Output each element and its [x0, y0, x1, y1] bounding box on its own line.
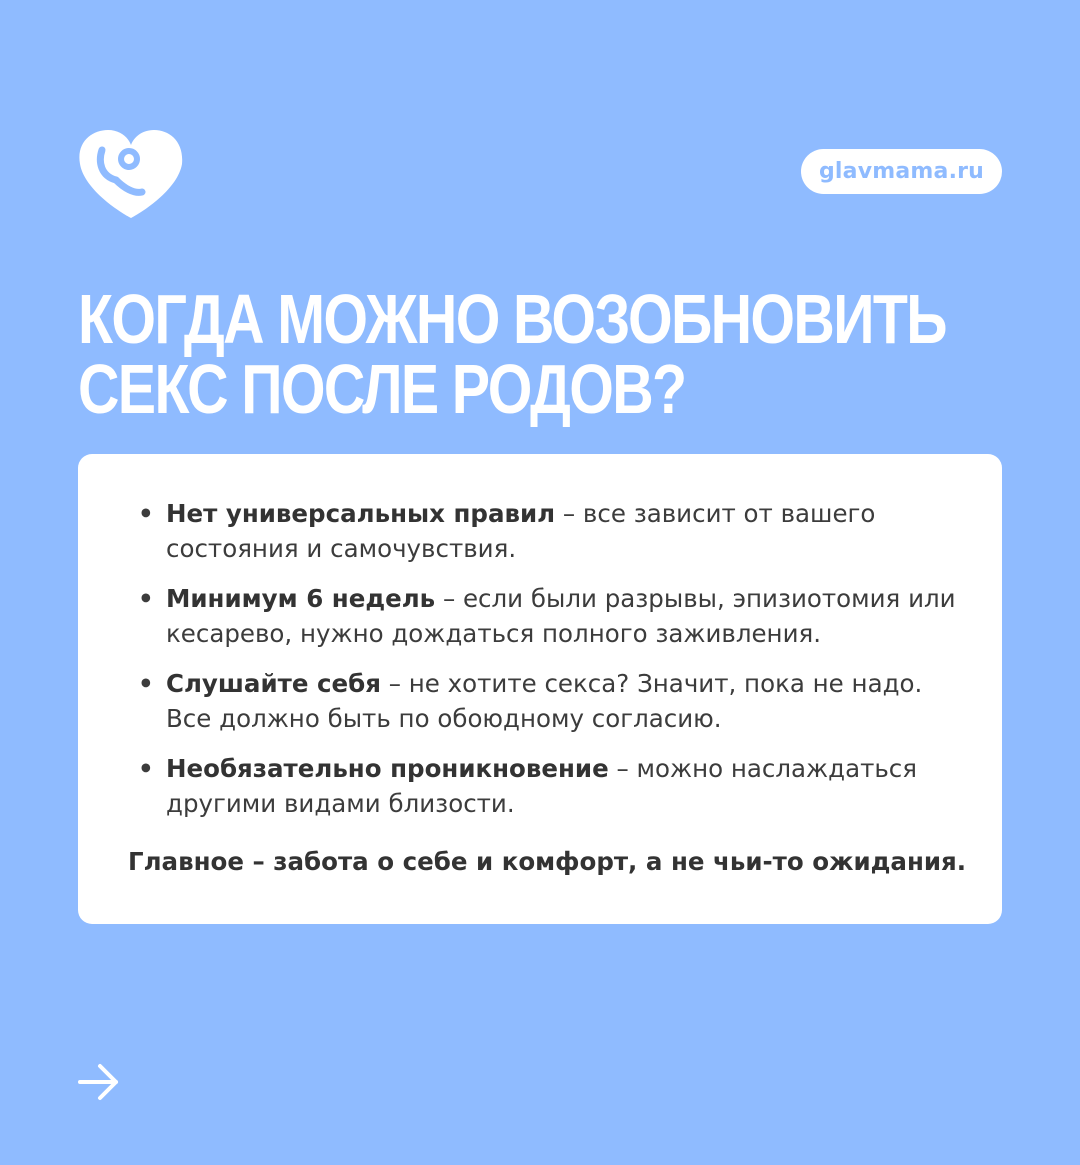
title-line-1: КОГДА МОЖНО ВОЗОБНОВИТЬ — [78, 280, 946, 358]
item-title: Слушайте себя — [166, 669, 381, 698]
item-title: Нет универсальных правил — [166, 499, 556, 528]
heart-person-icon — [78, 128, 184, 220]
list-item — [138, 751, 968, 821]
item-text: – если были разрывы, эпизиотомия или кесарево, нужно дождаться полного заживления. — [166, 584, 956, 648]
brand-logo — [78, 128, 184, 220]
bullet: • — [138, 669, 154, 698]
list-item — [138, 496, 968, 566]
item-text: – можно наслаждаться другими видами близости. — [166, 754, 918, 818]
title-line-2: СЕКС ПОСЛЕ РОДОВ? — [78, 350, 686, 428]
site-url-badge[interactable]: glavmama.ru — [801, 149, 1002, 194]
item-title: Необязательно проникновение — [166, 754, 609, 783]
bullet: • — [138, 754, 154, 783]
info-card — [78, 454, 1002, 924]
list-item — [138, 666, 968, 736]
next-slide-button[interactable] — [78, 1062, 120, 1102]
item-text: – все зависит от вашего состояния и самочувствия. — [166, 499, 876, 563]
item-title: Минимум 6 недель — [166, 584, 436, 613]
tips-list — [138, 496, 968, 836]
page-title — [78, 280, 946, 428]
bullet: • — [138, 499, 154, 528]
arrow-right-icon — [78, 1062, 120, 1102]
conclusion-text: Главное – забота о себе и комфорт, а не чьи-то ожидания. — [128, 847, 967, 876]
list-item — [138, 581, 968, 651]
item-text: – не хотите секса? Значит, пока не надо. Все должно быть по обоюдному согласию. — [166, 669, 923, 733]
bullet: • — [138, 584, 154, 613]
